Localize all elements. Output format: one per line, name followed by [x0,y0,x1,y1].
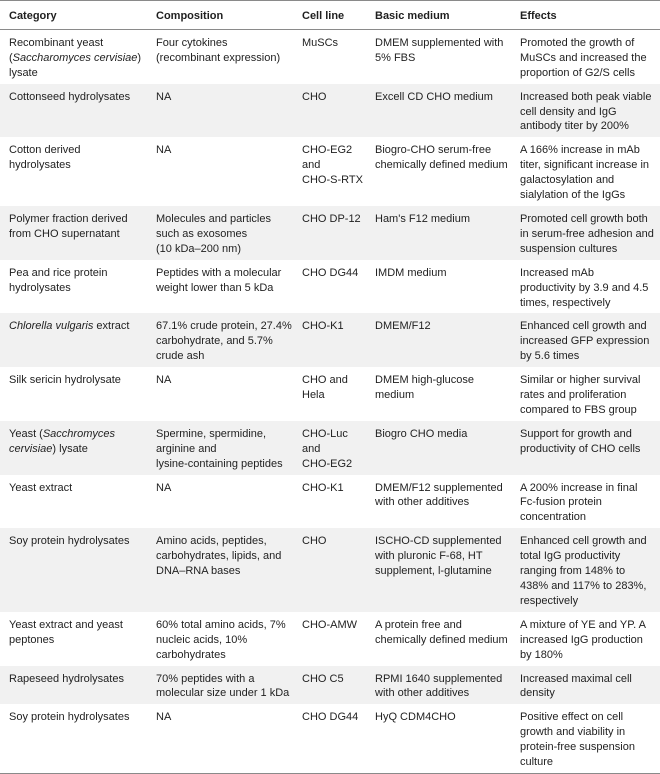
cell-effects-line: in serum-free adhesion and [520,227,654,240]
category-text: Silk sericin hydrolysate [9,374,121,387]
cell-category [0,84,147,138]
category-text: Cottonseed hydrolysates [9,90,131,103]
cell-category [0,367,147,421]
cell-cell-line-line: Hela [302,389,325,402]
cell-composition-line: carbohydrates [156,648,226,661]
category-text: Pea and rice protein [9,266,108,279]
cell-composition [147,421,293,475]
cell-effects-line: Similar or higher survival [520,374,641,387]
cell-composition [147,313,293,367]
cell-effects-line: increased IgG production [520,633,643,646]
cell-effects [511,313,660,367]
category-text: Soy protein hydrolysates [9,535,130,548]
cell-effects-line: concentration [520,511,587,524]
cell-cell-line-line: CHO-EG2 [302,144,353,157]
cell-composition-line: carbohydrates, lipids, and [156,550,282,563]
cell-effects-line: productivity of CHO cells [520,442,641,455]
cell-composition [147,84,293,138]
cell-effects-line: A 200% increase in final [520,481,638,494]
cell-basic-medium-line: A protein free and [375,618,462,631]
category-text: Yeast extract [9,481,73,494]
category-line [9,710,143,725]
cell-cell-line-line: CHO DG44 [302,266,359,279]
cell-cell-line-line: CHO [302,535,327,548]
cell-effects-line: growth and viability in [520,726,626,739]
cell-basic-medium [366,260,511,314]
table-row [0,260,660,314]
cell-basic-medium-line: IMDM medium [375,266,447,279]
cell-basic-medium [366,206,511,260]
cell-basic-medium-line: DMEM supplemented with [375,36,504,49]
cell-effects-line: compared to FBS group [520,403,637,416]
header-cell-line: Cell line [293,1,366,30]
cell-category [0,29,147,83]
table-row [0,666,660,705]
cell-effects-line: A mixture of YE and YP. A [520,618,646,631]
cell-cell-line [293,84,366,138]
category-line [9,158,143,173]
cell-basic-medium [366,137,511,206]
category-line [9,618,143,633]
cell-basic-medium-line: DMEM/F12 supplemented [375,481,503,494]
table-body [0,29,660,773]
cell-effects-line: ranging from 148% to [520,565,626,578]
cell-cell-line-line: CHO DP-12 [302,212,361,225]
header-category: Category [0,1,147,30]
cell-effects-line: 438% and 117% to 283%, [520,580,647,592]
category-line [9,672,143,687]
cell-composition-line: NA [156,481,172,494]
category-line [9,427,143,442]
cell-basic-medium [366,528,511,612]
cell-composition [147,528,293,612]
cell-basic-medium-line: Biogro-CHO serum-free [375,144,492,157]
category-text: Yeast ( [9,427,43,440]
header-basic-medium: Basic medium [366,1,511,30]
cell-category [0,137,147,206]
cell-effects [511,612,660,666]
cell-basic-medium-line: Biogro CHO media [375,427,468,440]
cell-effects-line: Promoted cell growth both [520,212,648,225]
category-line [9,633,143,648]
cell-effects-line: rates and proliferation [520,389,627,402]
category-text: hydrolysates [9,281,71,294]
cell-effects-line: Promoted the growth of [520,36,635,49]
cell-effects-line: respectively [520,594,579,607]
cell-effects-line: Increased mAb [520,266,594,279]
cell-effects-line: culture [520,756,554,769]
cell-category [0,666,147,705]
cell-basic-medium-line: DMEM/F12 [375,320,431,333]
cell-composition-line: NA [156,374,172,387]
cell-category [0,528,147,612]
cell-effects [511,137,660,206]
category-text: ) lysate [52,442,88,455]
cell-cell-line [293,475,366,529]
cell-basic-medium-line: chemically defined medium [375,159,508,172]
cell-category [0,421,147,475]
category-line [9,281,143,296]
cell-basic-medium-line: with pluronic F-68, HT [375,550,483,563]
cell-basic-medium [366,612,511,666]
cell-composition-line: NA [156,711,172,724]
cell-cell-line-line: CHO C5 [302,672,344,685]
cell-composition-line: Peptides with a molecular [156,266,282,279]
cell-effects [511,29,660,83]
cell-effects-line: Positive effect on cell [520,711,624,724]
cell-effects-line: productivity by 3.9 and 4.5 [520,281,649,294]
category-line [9,442,143,457]
cell-basic-medium [366,84,511,138]
cell-composition-line: nucleic acids, 10% [156,633,248,646]
cell-effects-line: MuSCs and increased the [520,51,647,64]
cell-cell-line-line: CHO DG44 [302,711,359,724]
cell-composition-line: arginine and [156,442,217,455]
cell-effects-line: by 5.6 times [520,350,580,363]
cell-effects [511,528,660,612]
cell-effects-line: cell density and IgG [520,105,617,118]
category-text: hydrolysates [9,159,71,172]
cell-effects [511,475,660,529]
cell-cell-line [293,421,366,475]
cell-cell-line [293,260,366,314]
cell-cell-line-line: CHO-Luc [302,427,348,440]
category-text: Sacchromyces [42,427,115,440]
cell-effects [511,367,660,421]
table-row [0,528,660,612]
cell-effects-line: Fc-fusion protein [520,496,602,509]
table-row [0,367,660,421]
cell-composition-line: weight lower than 5 kDa [156,281,274,294]
cell-effects-line: times, respectively [520,296,611,309]
category-line [9,266,143,281]
table-row [0,29,660,83]
cell-composition [147,612,293,666]
cell-cell-line [293,666,366,705]
category-text: from CHO supernatant [9,227,120,240]
cell-effects-line: Enhanced cell growth and [520,320,647,333]
cell-basic-medium-line: ISCHO-CD supplemented [375,535,502,548]
cell-cell-line-line: and [302,159,321,172]
cell-composition-line: 70% peptides with a [156,672,255,685]
category-text: Polymer fraction derived [9,212,128,225]
category-line [9,66,143,81]
cell-basic-medium-line: RPMI 1640 supplemented [375,672,503,685]
category-line [9,212,143,227]
cell-effects [511,206,660,260]
cell-composition [147,29,293,83]
category-text: ( [9,51,13,64]
cell-basic-medium-line: supplement, l-glutamine [375,565,492,578]
cell-basic-medium-line: chemically defined medium [375,633,508,646]
cell-composition-line: 60% total amino acids, 7% [156,618,286,631]
cell-basic-medium-line: Ham's F12 medium [375,212,471,225]
cell-composition-line: 67.1% crude protein, 27.4% [156,320,292,333]
cell-category [0,475,147,529]
cell-composition-line: (10 kDa–200 nm) [156,242,241,255]
cell-cell-line-line: CHO [302,90,327,103]
cell-cell-line [293,313,366,367]
cell-cell-line [293,137,366,206]
category-line [9,36,143,51]
cell-basic-medium-line: 5% FBS [375,51,416,64]
category-text: Chlorella vulgaris [9,320,94,333]
cell-composition-line: crude ash [156,350,205,363]
cell-cell-line [293,29,366,83]
cell-composition-line: DNA–RNA bases [156,565,241,578]
category-text: lysate [9,66,38,79]
cell-effects-line: Enhanced cell growth and [520,535,647,548]
table-row [0,84,660,138]
cell-cell-line-line: CHO-K1 [302,481,344,494]
cell-composition [147,137,293,206]
cell-composition-line: such as exosomes [156,227,248,240]
category-text: ) [137,51,142,64]
cell-effects-line: by 180% [520,648,563,661]
category-line [9,319,143,334]
cell-composition-line: Four cytokines [156,36,228,49]
cell-cell-line [293,612,366,666]
cell-basic-medium [366,421,511,475]
category-text: extract [93,320,130,333]
cell-effects-line: Increased maximal cell [520,672,632,685]
cell-effects [511,84,660,138]
cell-basic-medium [366,475,511,529]
cell-effects-line: sialylation of the IgGs [520,189,626,202]
cell-basic-medium-line: with other additives [375,687,470,700]
cell-composition [147,475,293,529]
header-row [0,1,660,30]
category-text: peptones [9,633,55,646]
table-row [0,612,660,666]
cell-effects [511,666,660,705]
header-effects: Effects [511,1,660,30]
cell-cell-line [293,528,366,612]
category-line [9,373,143,388]
cell-basic-medium-line: with other additives [375,496,470,509]
cell-composition-line: carbohydrate, and 5.7% [156,335,273,348]
cell-effects-line: increased GFP expression [520,335,650,348]
table-row [0,421,660,475]
cell-category [0,260,147,314]
cell-composition-line: Spermine, spermidine, [156,427,267,440]
cell-basic-medium [366,666,511,705]
category-line [9,90,143,105]
cell-basic-medium-line: DMEM high-glucose [375,374,475,387]
cell-basic-medium-line: HyQ CDM4CHO [375,711,456,724]
cell-basic-medium-line: medium [375,389,415,402]
cell-cell-line-line: CHO-S-RTX [302,174,363,187]
category-line [9,227,143,242]
cell-composition [147,666,293,705]
cell-cell-line [293,206,366,260]
cell-effects-line: proportion of G2/S cells [520,66,635,79]
category-text: Saccharomyces cervisiae [12,51,138,64]
cell-cell-line-line: CHO-K1 [302,320,344,333]
cell-composition [147,206,293,260]
cell-effects-line: Support for growth and [520,427,632,440]
cell-composition-line: molecular size under 1 kDa [156,687,290,700]
cell-basic-medium [366,29,511,83]
cell-composition-line: NA [156,144,172,157]
cell-cell-line-line: and [302,442,321,455]
cell-effects-line: protein-free suspension [520,741,635,754]
category-text: cervisiae [9,442,53,455]
cell-effects-line: titer, significant increase in [520,159,650,172]
cell-composition-line: lysine-containing peptides [156,457,283,470]
category-text: Yeast extract and yeast [9,618,123,631]
cell-composition-line: Amino acids, peptides, [156,535,267,548]
cell-effects-line: total IgG productivity [520,550,621,563]
cell-basic-medium [366,367,511,421]
cell-effects [511,421,660,475]
cell-composition [147,367,293,421]
cell-category [0,206,147,260]
cell-effects-line: A 166% increase in mAb [520,144,640,157]
table-row [0,206,660,260]
cell-basic-medium-line: Excell CD CHO medium [375,90,493,103]
cell-effects [511,260,660,314]
category-line [9,143,143,158]
cell-cell-line-line: MuSCs [302,36,339,49]
cell-effects-line: galactosylation and [520,174,615,187]
cell-category [0,612,147,666]
table-row [0,475,660,529]
category-text: Rapeseed hydrolysates [9,672,124,685]
category-text: Recombinant yeast [9,36,104,49]
cell-effects-line: antibody titer by 200% [520,120,629,133]
cell-composition [147,260,293,314]
cell-category [0,313,147,367]
cell-cell-line-line: CHO and [302,374,348,387]
cell-cell-line [293,367,366,421]
category-line [9,534,143,549]
category-text: Cotton derived [9,144,81,157]
cell-composition-line: Molecules and particles [156,212,271,225]
cell-cell-line-line: CHO-EG2 [302,457,353,470]
cell-cell-line-line: CHO-AMW [302,618,357,631]
category-text: Soy protein hydrolysates [9,711,130,724]
header-composition: Composition [147,1,293,30]
table-row [0,313,660,367]
cell-effects-line: Increased both peak viable [520,90,652,103]
cell-composition-line: (recombinant expression) [156,51,281,64]
cell-basic-medium [366,313,511,367]
cell-effects-line: density [520,687,555,700]
category-line [9,481,143,496]
cell-composition-line: NA [156,90,172,103]
category-line [9,51,143,66]
cell-effects-line: suspension cultures [520,242,618,255]
table-row [0,137,660,206]
